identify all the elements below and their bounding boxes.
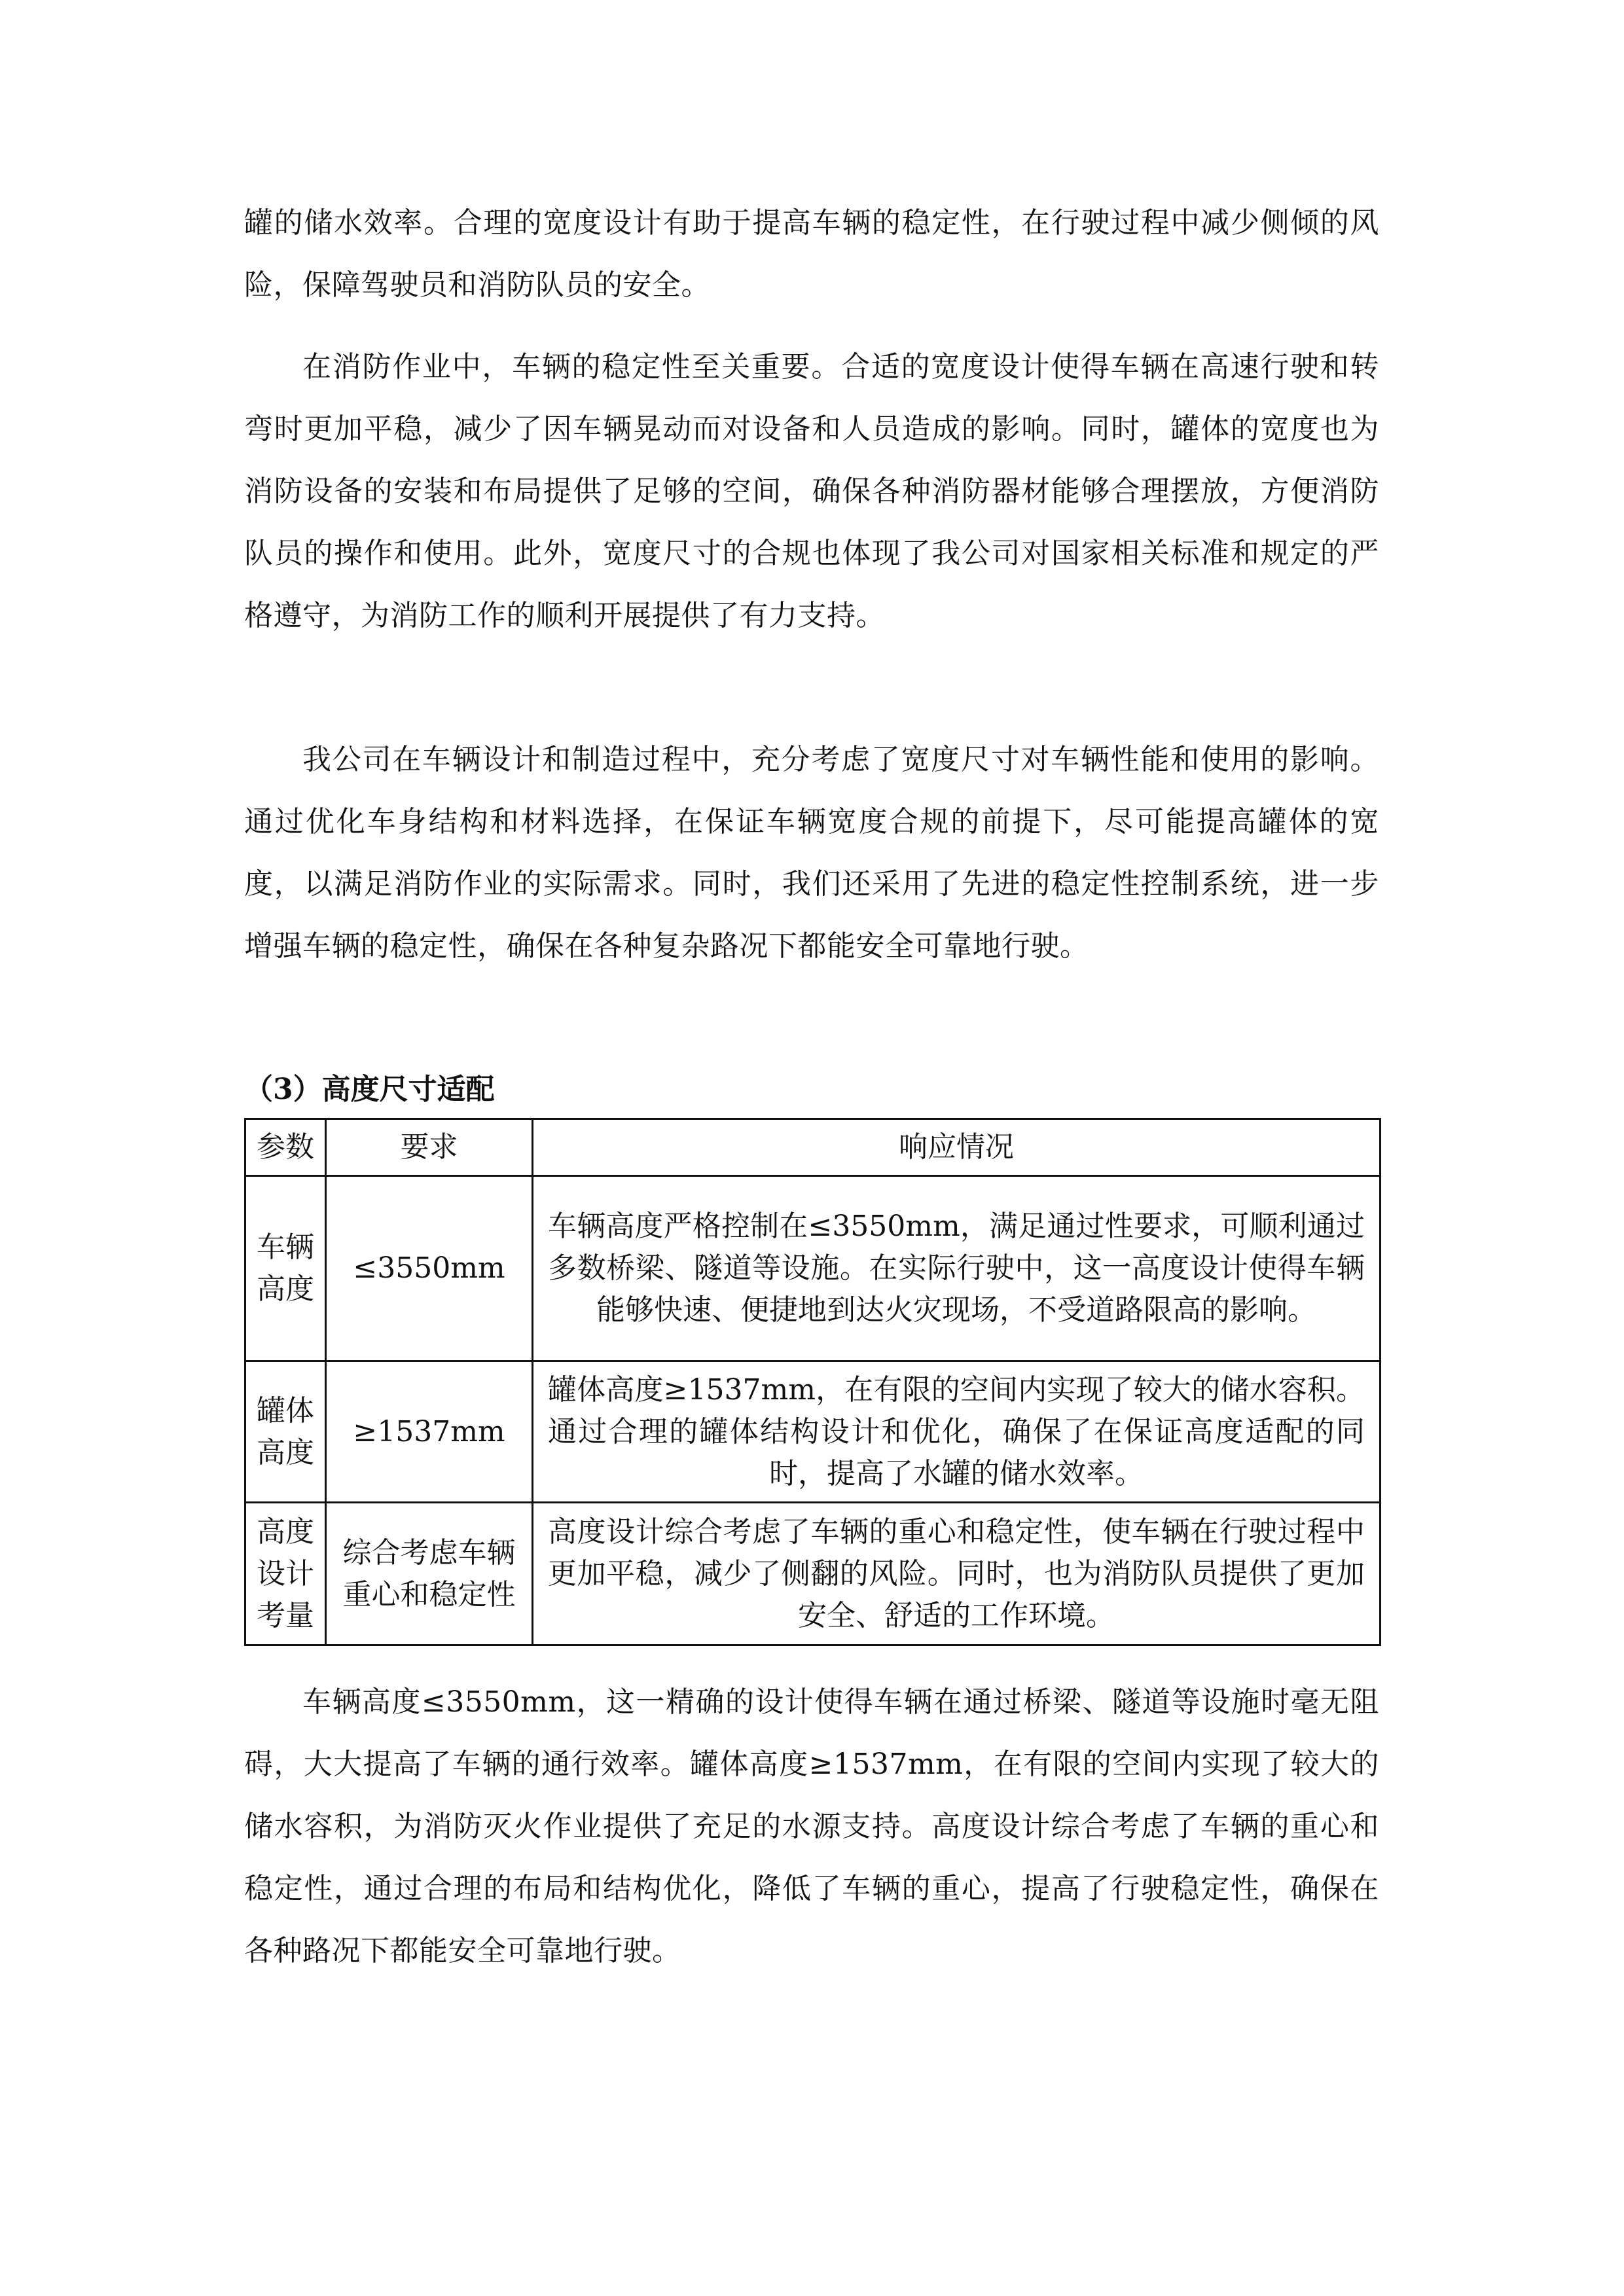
cell-response: 罐体高度≥1537mm，在有限的空间内实现了较大的储水容积。通过合理的罐体结构设计和优化，确保了在保证高度适配的同时，提高了水罐的储水效率。 — [533, 1361, 1380, 1503]
table-header-row — [245, 1119, 1380, 1176]
cell-requirement: ≥1537mm — [326, 1361, 533, 1503]
cell-response: 高度设计综合考虑了车辆的重心和稳定性，使车辆在行驶过程中更加平稳，减少了侧翻的风险。同时，也为消防队员提供了更加安全、舒适的工作环境。 — [533, 1503, 1380, 1645]
cell-requirement: 综合考虑车辆重心和稳定性 — [326, 1503, 533, 1645]
section-heading-height-fit: （3）高度尺寸适配 — [244, 1073, 495, 1106]
header-requirement: 要求 — [326, 1119, 533, 1176]
table-row — [245, 1503, 1380, 1645]
cell-param: 高度设计考量 — [245, 1503, 326, 1645]
cell-requirement: ≤3550mm — [326, 1176, 533, 1361]
paragraph-stability-importance: 在消防作业中，车辆的稳定性至关重要。合适的宽度设计使得车辆在高速行驶和转弯时更加平稳，减少了因车辆晃动而对设备和人员造成的影响。同时，罐体的宽度也为消防设备的安装和布局提供了足够的空间，确保各种消防器材能够合理摆放，方便消防队员的操作和使用。此外，宽度尺寸的合规也体现了我公司对国家相关标准和规定的严格遵守，为消防工作的顺利开展提供了有力支持。 — [244, 350, 1379, 632]
header-param: 参数 — [245, 1119, 326, 1176]
paragraph-company-design: 我公司在车辆设计和制造过程中，充分考虑了宽度尺寸对车辆性能和使用的影响。通过优化车身结构和材料选择，在保证车辆宽度合规的前提下，尽可能提高罐体的宽度，以满足消防作业的实际需求。同时，我们还采用了先进的稳定性控制系统，进一步增强车辆的稳定性，确保在各种复杂路况下都能安全可靠地行驶。 — [244, 743, 1379, 963]
height-spec-table — [244, 1118, 1381, 1646]
table-row — [245, 1361, 1380, 1503]
paragraph-tank-width-continuation: 罐的储水效率。合理的宽度设计有助于提高车辆的稳定性，在行驶过程中减少侧倾的风险，保障驾驶员和消防队员的安全。 — [244, 206, 1379, 302]
paragraph-height-summary: 车辆高度≤3550mm，这一精确的设计使得车辆在通过桥梁、隧道等设施时毫无阻碍，大大提高了车辆的通行效率。罐体高度≥1537mm，在有限的空间内实现了较大的储水容积，为消防灭火作业提供了充足的水源支持。高度设计综合考虑了车辆的重心和稳定性，通过合理的布局和结构优化，降低了车辆的重心，提高了行驶稳定性，确保在各种路况下都能安全可靠地行驶。 — [244, 1685, 1379, 1967]
cell-response: 车辆高度严格控制在≤3550mm，满足通过性要求，可顺利通过多数桥梁、隧道等设施。在实际行驶中，这一高度设计使得车辆能够快速、便捷地到达火灾现场，不受道路限高的影响。 — [533, 1176, 1380, 1361]
cell-param: 车辆高度 — [245, 1176, 326, 1361]
header-response: 响应情况 — [533, 1119, 1380, 1176]
table-row — [245, 1176, 1380, 1361]
cell-param: 罐体高度 — [245, 1361, 326, 1503]
